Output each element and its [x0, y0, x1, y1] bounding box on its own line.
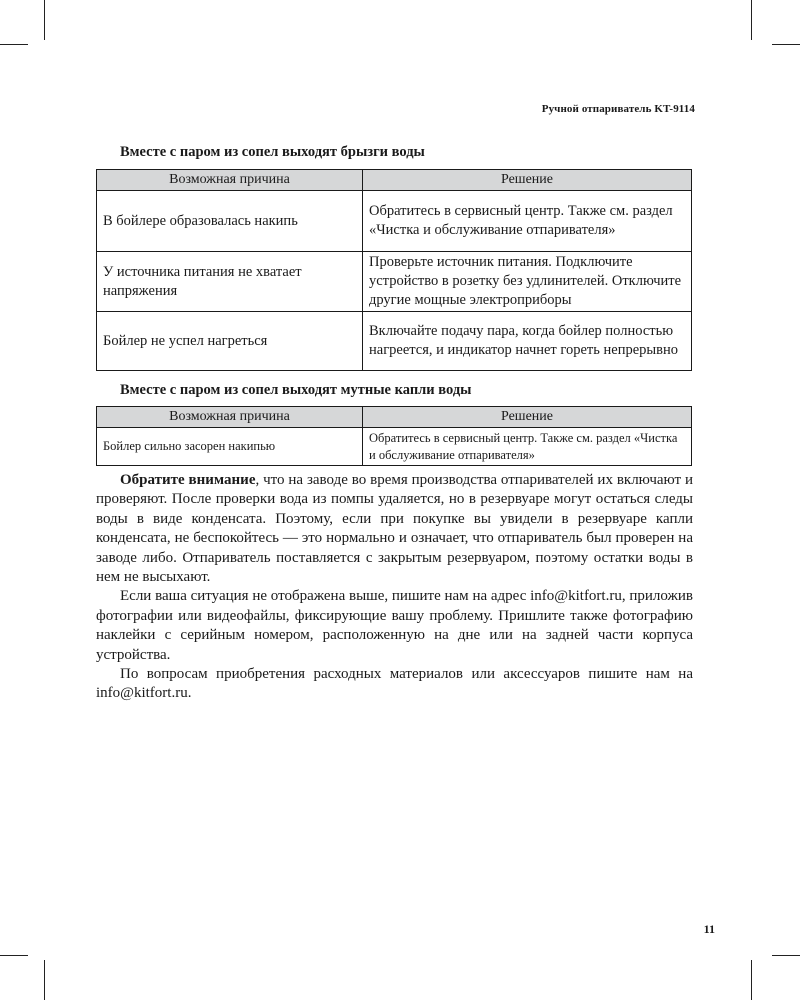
- crop-mark: [751, 960, 752, 1000]
- contact-paragraph: Если ваша ситуация не отображена выше, пишите нам на адрес info@kitfort.ru, приложив фотографии или видеофайлы, фиксирующие вашу проблему. Пришлите также фотографию наклейки с серийным номером, расположенную на дне или на задней части корпуса устройства.: [96, 588, 693, 663]
- column-header-cause: Возможная причина: [97, 170, 363, 191]
- solution-cell: Обратитесь в сервисный центр. Также см. раздел «Чистка и обслуживание отпаривателя»: [363, 428, 692, 466]
- cause-cell: У источника питания не хватает напряжения: [97, 252, 363, 312]
- body-text: [96, 471, 693, 704]
- solution-cell: Включайте подачу пара, когда бойлер полностью нагреется, и индикатор начнет гореть непрерывно: [363, 312, 692, 371]
- solution-cell: Проверьте источник питания. Подключите устройство в розетку без удлинителей. Отключите другие мощные электроприборы: [363, 252, 692, 312]
- running-header: Ручной отпариватель KT-9114: [541, 103, 695, 115]
- section-title-cloudy: Вместе с паром из сопел выходят мутные капли воды: [120, 382, 472, 398]
- troubleshooting-table-cloudy: [96, 406, 692, 466]
- table-row: [97, 312, 692, 371]
- crop-mark: [0, 44, 28, 45]
- cause-cell: Бойлер не успел нагреться: [97, 312, 363, 371]
- note-text: , что на заводе во время производства отпаривателей их включают и проверяют. После проверки вода из помпы удаляется, но в резервуаре могут остаться следы воды в виде конденсата. Поэтому, если при покупке вы увидели в резервуаре капли конденсата, не беспокойтесь — это нормально и означает, что отпариватель был проверен на заводе либо. Отпариватель поставляется с закрытым резервуаром, поэтому остатки воды в нем не высыхают.: [96, 472, 693, 586]
- page-number: 11: [703, 922, 715, 936]
- accessories-paragraph: По вопросам приобретения расходных материалов или аксессуаров пишите нам на info@kitfort.ru.: [96, 666, 693, 702]
- column-header-solution: Решение: [363, 170, 692, 191]
- crop-mark: [44, 960, 45, 1000]
- crop-mark: [751, 0, 752, 40]
- column-header-cause: Возможная причина: [97, 407, 363, 428]
- troubleshooting-table-spray: [96, 169, 692, 371]
- cause-cell: В бойлере образовалась накипь: [97, 191, 363, 252]
- note-paragraph: [96, 471, 693, 587]
- crop-mark: [44, 0, 45, 40]
- note-emphasis: Обратите внимание: [120, 472, 256, 488]
- crop-mark: [772, 44, 800, 45]
- table-row: [97, 252, 692, 312]
- solution-cell: Обратитесь в сервисный центр. Также см. раздел «Чистка и обслуживание отпаривателя»: [363, 191, 692, 252]
- crop-mark: [0, 955, 28, 956]
- table-row: [97, 191, 692, 252]
- table-header-row: [97, 407, 692, 428]
- column-header-solution: Решение: [363, 407, 692, 428]
- table-row: [97, 428, 692, 466]
- crop-mark: [772, 955, 800, 956]
- table-header-row: [97, 170, 692, 191]
- section-title-spray: Вместе с паром из сопел выходят брызги воды: [120, 144, 425, 160]
- cause-cell: Бойлер сильно засорен накипью: [97, 428, 363, 466]
